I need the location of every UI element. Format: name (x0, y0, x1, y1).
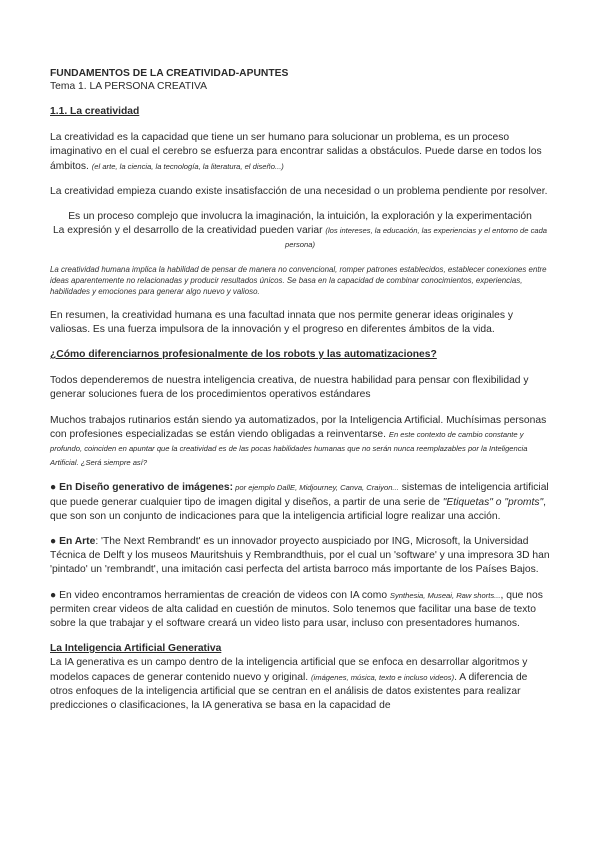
paragraph-ia-generativa (50, 656, 550, 713)
paragraph-automation-note: En este contexto de cambio constante y profundo, coinciden en apuntar que la creatividad es de las pocas habilidades humanas que no serán nunca reemplazables por la Inteligencia Artificial. ¿Será siempre así? (50, 429, 528, 468)
section-heading-robots: ¿Cómo diferenciarnos profesionalmente de los robots y las automatizaciones? (50, 348, 437, 360)
document-title: FUNDAMENTOS DE LA CREATIVIDAD-APUNTES (50, 68, 289, 79)
bullet-video (50, 589, 550, 632)
paragraph-process-note: (los intereses, la educación, las experiencias y el entorno de cada persona) (285, 226, 548, 250)
paragraph-definition-note: (el arte, la ciencia, la tecnología, la literatura, el diseño...) (91, 161, 284, 171)
paragraph-automation-text: Muchos trabajos rutinarios están siendo ya automatizados, por la Inteligencia Artificial. Muchísimas personas con profesiones especializadas se están viendo obligadas a reinventarse. (50, 414, 547, 440)
paragraph-summary: En resumen, la creatividad humana es una facultad innata que nos permite generar ideas originales y valiosas. Es una fuerza impulsora de la innovación y el progreso en diferentes ámbitos de la vida. (50, 309, 514, 335)
bullet-design-examples: por ejemplo DallE, Midjourney, Canva, Craiyon... (233, 483, 399, 493)
section-heading-creatividad: 1.1. La creatividad (50, 106, 140, 117)
bullet-video-examples: Synthesia, Museai, Raw shorts... (389, 590, 501, 600)
bullet-video-text-b: , que nos permiten crear videos de alta calidad en cuestión de minutos. Solo tenemos que facilitar una base de texto sobre la que trabajar y el software creará un video listo para usar, incluso con presentadores humanos. (50, 589, 543, 629)
bullet-design (50, 481, 550, 524)
bullet-art-label: ● En Arte (50, 535, 96, 547)
paragraph-process-line1: Es un proceso complejo que involucra la imaginación, la intuición, la exploración y la experimentación (68, 211, 532, 223)
paragraph-ia-note: (imágenes, música, texto e incluso videos) (311, 672, 455, 682)
bullet-design-quote: "Etiquetas" o "promts" (442, 496, 544, 508)
paragraph-creative-intelligence: Todos dependeremos de nuestra inteligencia creativa, de nuestra habilidad para pensar con flexibilidad y generar soluciones fuera de los procedimientos operativos estándares (50, 375, 529, 401)
paragraph-automation (50, 414, 550, 471)
paragraph-process-line2 (50, 224, 550, 252)
bullet-video-text-a: ● En video encontramos herramientas de creación de videos con IA como (50, 589, 390, 601)
paragraph-ia-text-a: La IA generativa es un campo dentro de la inteligencia artificial que se enfoca en desarrollar algoritmos y modelos capaces de generar contenido nuevo y original. (50, 657, 528, 683)
paragraph-definition (50, 131, 550, 174)
paragraph-origin: La creatividad empieza cuando existe insatisfacción de una necesidad o un problema pendiente por resolver. (50, 185, 548, 197)
paragraph-human-creativity: La creatividad humana implica la habilidad de pensar de manera no convencional, romper patrones establecidos, establecer conexiones entre ideas aparentemente no relacionadas y producir resultados únicos. Se basa en la capacidad de combinar conocimientos, experiencias, habilidades y emociones para generar algo nuevo y valioso. (50, 264, 547, 297)
paragraph-process-text: La expresión y el desarrollo de la creatividad pueden variar (52, 225, 326, 237)
bullet-art (50, 535, 550, 578)
bullet-design-text-a: sistemas de inteligencia artificial que puede generar cualquier tipo de imagen digital y diseños, a partir de una serie de (50, 482, 549, 508)
bullet-design-text-b: , que son son un conjunto de indicaciones para que la inteligencia artificial logre realizar una acción. (50, 496, 547, 522)
bullet-design-label: ● En Diseño generativo de imágenes: (50, 482, 234, 494)
paragraph-ia-text-b: . A diferencia de otros enfoques de la inteligencia artificial que se centran en el análisis de datos existentes para realizar predicciones o clasificaciones, la IA generativa se basa en la capacidad de (50, 671, 528, 711)
section-heading-ia-generativa: La Inteligencia Artificial Generativa (50, 643, 222, 655)
paragraph-definition-text: La creatividad es la capacidad que tiene un ser humano para solucionar un problema, es un proceso imaginativo en el cual el cerebro se esfuerza para encontrar salidas a obstáculos. Puede darse en todos los ámbitos. (50, 132, 542, 172)
document-subtitle: Tema 1. LA PERSONA CREATIVA (50, 81, 207, 92)
bullet-art-text: : 'The Next Rembrandt' es un innovador proyecto auspiciado por ING, Microsoft, la Universidad Técnica de Delft y los museos Mauritshuis y Rembrandthuis, por el cual un 'software' y una impresora 3D han 'pintado' un 'rembrandt', una imitación casi perfecta del artista barroco más importante de los Países Bajos. (50, 535, 550, 576)
